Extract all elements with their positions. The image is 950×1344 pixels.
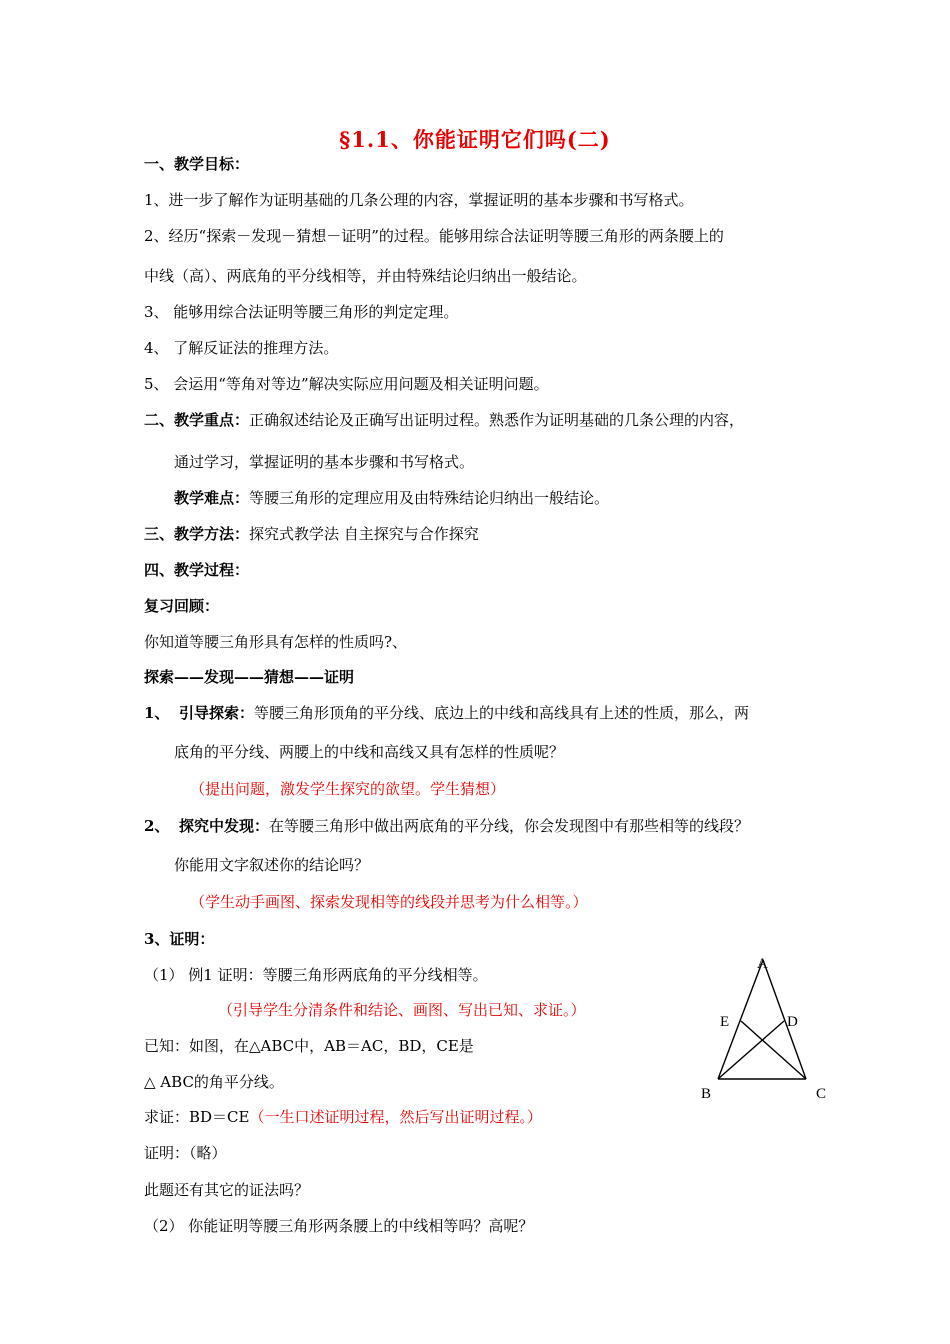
example-1: （1） 例1 证明：等腰三角形两底角的平分线相等。 — [144, 966, 488, 984]
goal-item: 5、 会运用“等角对等边”解决实际应用问题及相关证明问题。 — [144, 375, 549, 393]
method-text: 探究式教学法 自主探究与合作探究 — [249, 525, 479, 543]
vertex-label-b: B — [701, 1086, 712, 1102]
proof-line: 证明：（略） — [144, 1144, 227, 1162]
prove-line — [144, 1107, 542, 1127]
step-1-heading: 引导探索： — [178, 704, 254, 722]
goals-heading: 一、教学目标： — [144, 155, 250, 173]
step-2 — [144, 816, 749, 836]
example-1-note: （引导学生分清条件和结论、画图、写出已知、求证。） — [218, 1001, 586, 1019]
step-3-heading: 3、证明： — [144, 930, 215, 948]
step-1-text-2: 底角的平分线、两腰上的中线和高线又具有怎样的性质呢？ — [174, 743, 565, 761]
difficulty — [174, 488, 609, 508]
other-proof-question: 此题还有其它的证法吗？ — [144, 1181, 310, 1199]
page-title: §1.1、你能证明它们吗(二) — [339, 127, 611, 152]
vertex-label-e: E — [720, 1014, 730, 1030]
explore-heading: 探索——发现——猜想——证明 — [144, 668, 355, 686]
step-2-heading: 探究中发现： — [178, 817, 269, 835]
prove-text: 求证：BD＝CE — [144, 1108, 250, 1126]
step-1-text: 等腰三角形顶角的平分线、底边上的中线和高线具有上述的性质，那么，两 — [254, 704, 750, 722]
step-1 — [144, 703, 749, 723]
step-1-number: 1、 — [144, 704, 170, 722]
method — [144, 524, 479, 544]
given-line-2: △ ABC的角平分线。 — [144, 1073, 284, 1091]
key-text-2: 通过学习，掌握证明的基本步骤和书写格式。 — [174, 453, 475, 471]
step-1-note: （提出问题，激发学生探究的欲望。学生猜想） — [190, 780, 506, 798]
key-text: 正确叙述结论及正确写出证明过程。熟悉作为证明基础的几条公理的内容， — [249, 411, 745, 429]
goal-item: 中线（高）、两底角的平分线相等，并由特殊结论归纳出一般结论。 — [144, 267, 587, 285]
given-line-1: 已知：如图，在△ABC中，AB＝AC，BD，CE是 — [144, 1037, 474, 1055]
step-2-note: （学生动手画图、探索发现相等的线段并思考为什么相等。） — [190, 893, 588, 911]
difficulty-heading: 教学难点： — [174, 489, 250, 507]
example-2: （2） 你能证明等腰三角形两条腰上的中线相等吗？高呢？ — [144, 1217, 534, 1235]
goal-item: 2、经历“探索－发现－猜想－证明”的过程。能够用综合法证明等腰三角形的两条腰上的 — [144, 227, 724, 245]
goal-item: 3、 能够用综合法证明等腰三角形的判定定理。 — [144, 303, 459, 321]
step-2-text: 在等腰三角形中做出两底角的平分线，你会发现图中有那些相等的线段？ — [269, 817, 750, 835]
vertex-label-a: A — [757, 956, 768, 972]
review-heading: 复习回顾： — [144, 597, 220, 615]
side-ac — [763, 960, 806, 1079]
method-heading: 三、教学方法： — [144, 525, 250, 543]
key-points — [144, 410, 744, 430]
key-heading: 二、教学重点： — [144, 411, 250, 429]
difficulty-text: 等腰三角形的定理应用及由特殊结论归纳出一般结论。 — [249, 489, 610, 507]
step-2-number: 2、 — [144, 817, 170, 835]
process-heading: 四、教学过程： — [144, 561, 250, 579]
review-text: 你知道等腰三角形具有怎样的性质吗?、 — [144, 633, 408, 651]
vertex-label-c: C — [816, 1086, 827, 1102]
goal-item: 1、进一步了解作为证明基础的几条公理的内容，掌握证明的基本步骤和书写格式。 — [144, 191, 694, 209]
step-2-text-2: 你能用文字叙述你的结论吗？ — [174, 856, 370, 874]
goal-item: 4、 了解反证法的推理方法。 — [144, 339, 339, 357]
vertex-label-d: D — [787, 1014, 798, 1030]
prove-note: （一生口述证明过程，然后写出证明过程。） — [249, 1108, 542, 1126]
